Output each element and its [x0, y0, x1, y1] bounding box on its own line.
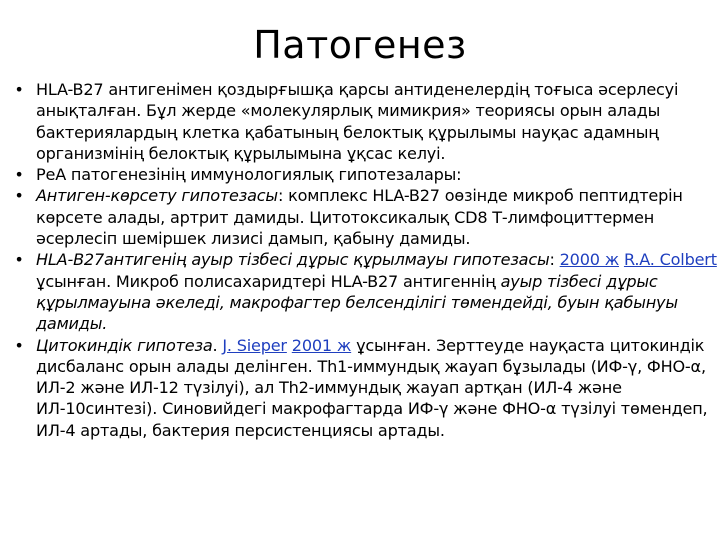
bullet-text: РеА патогенезінің иммунологиялық гипотезалары: — [36, 165, 462, 185]
bullet-item-hla-b27-mimicry — [12, 79, 718, 164]
bullet-text-dot: . — [212, 335, 223, 355]
link-year-2001[interactable]: 2001 ж — [291, 335, 352, 355]
hypothesis-name: Цитокиндік гипотеза — [36, 335, 213, 355]
bullet-icon: • — [14, 250, 24, 270]
bullet-text-colon: : — [549, 250, 560, 270]
hypothesis-name: Антиген-көрсету гипотезасы — [36, 186, 278, 206]
bullet-text: ұсынған. Зерттеуде науқаста цитокиндік дисбаланс орын алады делінген. Th1-иммундық жауап бұзылады (ИФ-γ, ФНО-α, ИЛ-2 және ИЛ-12 түзілуі), ал Th2-иммундық жауап артқан (ИЛ-4 және ИЛ-10синтезі). Синовийдегі макрофагтарда ИФ-γ және ФНО-α түзілуі төмендеп, ИЛ-4 артады, бактерия персистенциясы артады. — [36, 335, 708, 440]
bullet-text: : комплекс HLA-B27 оөзінде микроб пептидтерін көрсете алады, артрит дамиды. Цитотоксикалық CD8 Т-лимфоциттермен әсерлесіп шеміршек лизисі дамып, қабыну дамиды. — [36, 186, 683, 249]
hypothesis-name: HLA-B27антигенің ауыр тізбесі дұрыс құрылмауы гипотезасы — [36, 250, 550, 270]
bullet-icon: • — [14, 165, 24, 185]
bullet-item-heavy-chain-misfolding — [12, 249, 718, 334]
bullet-text: HLA-B27 антигенімен қоздырғышқа қарсы антиденелердің тоғыса әсерлесуі анықталған. Бұл жерде «молекулярлық мимикрия» теориясы орын алады бактериялардың клетка қабатының белоктық құрылымы науқас адамның организмінің белоктық құрылымына ұқсас келуі. — [36, 80, 679, 163]
bullet-list — [12, 79, 718, 441]
bullet-item-immunological-hypotheses — [12, 164, 718, 185]
bullet-icon: • — [14, 186, 24, 206]
bullet-icon: • — [14, 335, 24, 355]
bullet-icon: • — [14, 80, 24, 99]
link-colbert[interactable]: R.A. Colbert — [623, 250, 717, 270]
bullet-text-italic: ауыр тізбесі дұрыс құрылмауына әкеледі, макрофагтер белсенділігі төмендейді, буын қабынуы дамиды. — [36, 271, 678, 334]
bullet-text: ұсынған. Микроб полисахаридтері HLA-B27 антигеннің — [36, 271, 501, 291]
link-sieper[interactable]: J. Sieper — [222, 335, 287, 355]
bullet-item-antigen-presentation — [12, 185, 718, 249]
link-year-2000[interactable]: 2000 ж — [559, 250, 620, 270]
slide-title: Патогенез — [253, 23, 467, 67]
bullet-item-cytokine-hypothesis — [12, 335, 718, 441]
